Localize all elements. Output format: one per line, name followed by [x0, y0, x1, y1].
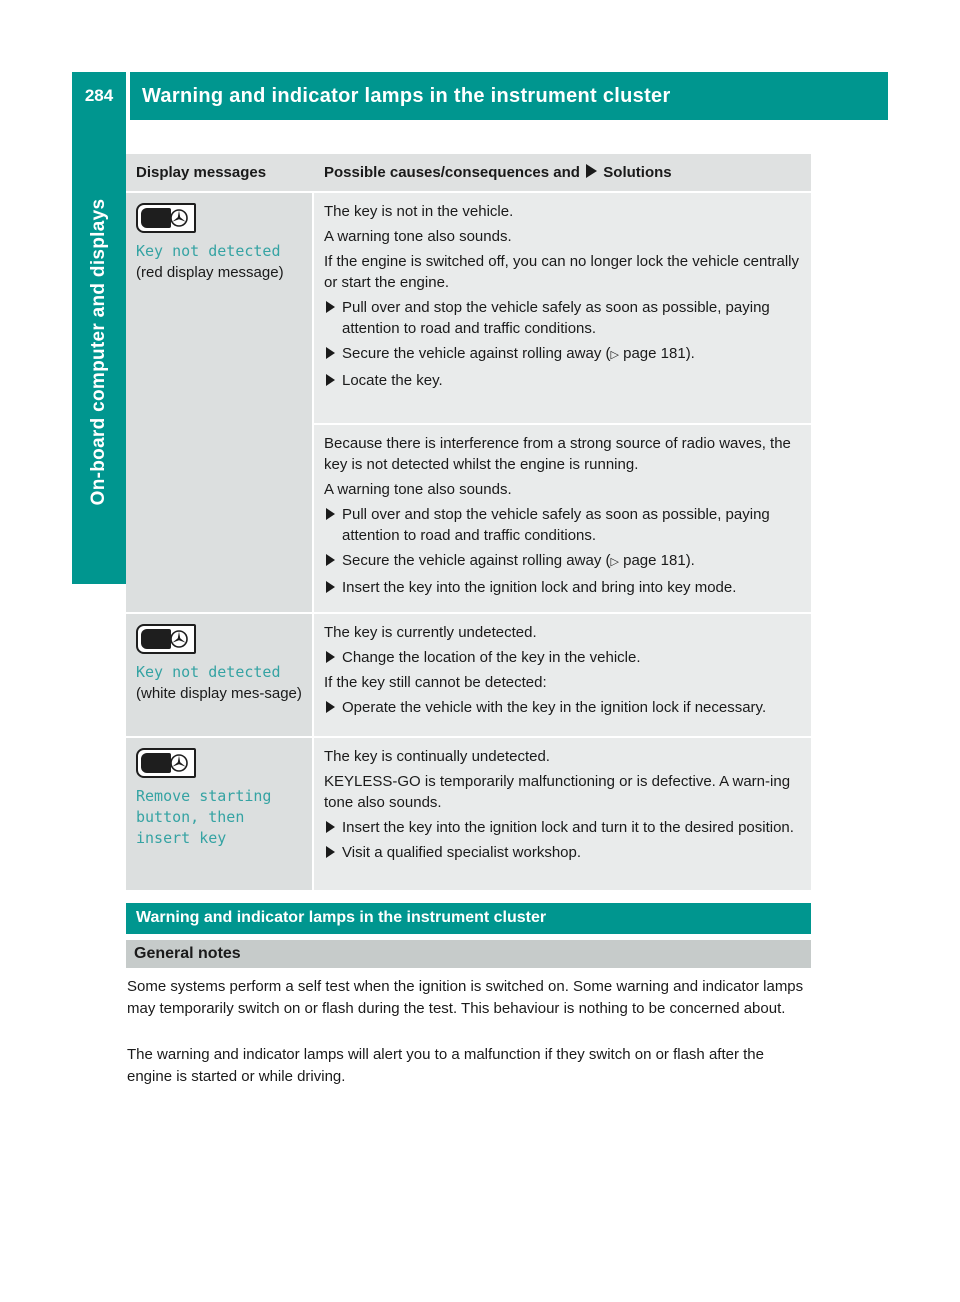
page-reference-icon: ▷: [610, 349, 619, 361]
page-reference-link[interactable]: page 181).: [623, 345, 695, 362]
header-separator: [126, 72, 130, 120]
col2-solutions-label: Solutions: [603, 164, 672, 181]
col-header-display-messages: [126, 154, 314, 193]
key-fob-icon: [136, 748, 196, 778]
display-cell: [126, 193, 314, 614]
page-header: [72, 72, 888, 120]
solution-step: [324, 842, 803, 863]
body-paragraph: The warning and indicator lamps will alert you to a malfunction if they switch on or flash after the engine is started or while driving.: [127, 1046, 764, 1085]
table-row: [126, 614, 811, 738]
display-messages-table: [126, 154, 811, 892]
page-header-title: Warning and indicator lamps in the instrument cluster: [142, 84, 671, 107]
solution-step: [324, 504, 803, 546]
solution-step: [324, 343, 803, 366]
display-message-text: button, then: [136, 808, 245, 826]
cause-cell: [314, 738, 811, 892]
cause-line: The key is not in the vehicle.: [324, 203, 514, 220]
solution-step: [324, 297, 803, 339]
step-text: Secure the vehicle against rolling away (: [342, 345, 611, 362]
step-arrow-icon: [326, 301, 335, 313]
cause-line: The key is currently undetected.: [324, 624, 537, 641]
cause-line: The key is continually undetected.: [324, 748, 550, 765]
cause-cell: [314, 614, 811, 738]
step-arrow-icon: [326, 508, 335, 520]
table-header-row: [126, 154, 811, 193]
table-row: [126, 193, 811, 425]
step-text: Pull over and stop the vehicle safely as soon as possible, paying attention to road and traffic conditions.: [342, 506, 770, 544]
col-header-causes-solutions: [314, 154, 811, 193]
step-arrow-icon: [326, 374, 335, 386]
subsection-heading: General notes: [126, 940, 811, 968]
step-arrow-icon: [326, 701, 335, 713]
step-text: Change the location of the key in the vehicle.: [342, 649, 641, 666]
step-arrow-icon: [326, 581, 335, 593]
chapter-side-tab: [72, 120, 126, 584]
table-row: [126, 738, 811, 892]
step-arrow-icon: [326, 846, 335, 858]
cause-line: KEYLESS-GO is temporarily malfunctioning or is defective. A warn-ing tone also sounds.: [324, 773, 791, 811]
cause-line: Because there is interference from a strong source of radio waves, the key is not detected whilst the engine is running.: [324, 435, 791, 473]
cause-cell: [314, 193, 811, 425]
page-reference-icon: ▷: [610, 556, 619, 568]
solutions-arrow-icon: [586, 164, 597, 178]
display-cell: [126, 614, 314, 738]
body-paragraph: Some systems perform a self test when the ignition is switched on. Some warning and indicator lamps may temporarily switch on or flash during the test. This behaviour is nothing to be concerned about.: [127, 978, 804, 1017]
step-arrow-icon: [326, 651, 335, 663]
display-message-note: (white display mes-sage): [136, 685, 302, 702]
display-message-text: insert key: [136, 829, 227, 847]
step-text: Insert the key into the ignition lock and turn it to the desired position.: [342, 819, 794, 836]
step-arrow-icon: [326, 347, 335, 359]
step-arrow-icon: [326, 821, 335, 833]
solution-step: [324, 647, 803, 668]
solution-step: [324, 550, 803, 573]
solution-step: [324, 370, 803, 391]
solution-step: [324, 817, 803, 838]
step-text: Secure the vehicle against rolling away (: [342, 552, 611, 569]
page-reference-link[interactable]: page 181).: [623, 552, 695, 569]
solution-step: [324, 577, 803, 598]
page-number: 284: [84, 86, 114, 105]
cause-line: A warning tone also sounds.: [324, 481, 512, 498]
step-text: Insert the key into the ignition lock and bring into key mode.: [342, 579, 737, 596]
cause-line: If the engine is switched off, you can no longer lock the vehicle centrally or start the engine.: [324, 253, 799, 291]
display-message-text: Remove starting: [136, 787, 272, 805]
step-text: Pull over and stop the vehicle safely as soon as possible, paying attention to road and traffic conditions.: [342, 299, 770, 337]
display-message-text: Key not detected: [136, 242, 281, 260]
display-message-text: Key not detected: [136, 663, 281, 681]
step-text: Visit a qualified specialist workshop.: [342, 844, 582, 861]
chapter-side-tab-label: On-board computer and displays: [88, 198, 109, 506]
solution-step: [324, 697, 803, 718]
col2-label: Possible causes/consequences and: [324, 164, 580, 181]
step-text: Locate the key.: [342, 372, 443, 389]
step-arrow-icon: [326, 554, 335, 566]
col1-label: Display messages: [136, 164, 267, 181]
section-heading: Warning and indicator lamps in the instrument cluster: [126, 903, 811, 934]
key-fob-icon: [136, 203, 196, 233]
key-fob-icon: [136, 624, 196, 654]
display-cell: [126, 738, 314, 892]
cause-cell: [314, 425, 811, 614]
display-message-note: (red display message): [136, 264, 284, 281]
step-text: Operate the vehicle with the key in the ignition lock if necessary.: [342, 699, 767, 716]
cause-line: If the key still cannot be detected:: [324, 674, 547, 691]
cause-line: A warning tone also sounds.: [324, 228, 512, 245]
